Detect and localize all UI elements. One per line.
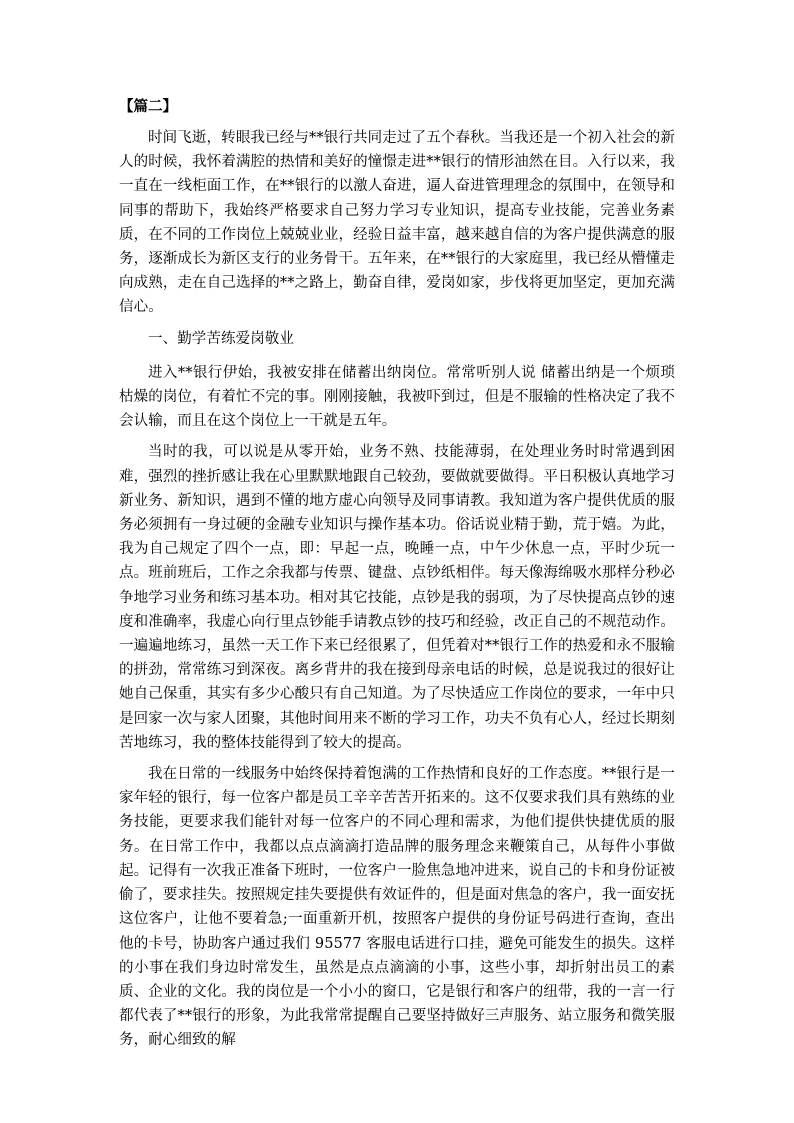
paragraph-training: 当时的我，可以说是从零开始，业务不熟、技能薄弱，在处理业务时时常遇到困难，强烈的挫折感让我在心里默默地跟自己较劲，要做就要做得。平日积极认真地学习新业务、新知识，遇到不懂的地方虚心向领导及同事请教。我知道为客户提供优质的服务必须拥有一身过硬的金融专业知识与操作基本功。俗话说业精于勤，荒于嬉。为此，我为自己规定了四个一点，即：早起一点，晚睡一点，中午少休息一点，平时少玩一点。班前班后，工作之余我都与传票、键盘、点钞纸相伴。每天像海绵吸水那样分秒必争地学习业务和练习基本功。相对其它技能，点钞是我的弱项，为了尽快提高点钞的速度和准确率，我虚心向行里点钞能手请教点钞的技巧和经验，改正自己的不规范动作。一遍遍地练习，虽然一天工作下来已经很累了，但凭着对**银行工作的热爱和永不服输的拼劲，常常练习到深夜。离乡背井的我在接到母亲电话的时候，总是说我过的很好让她自己保重，其实有多少心酸只有自己知道。为了尽快适应工作岗位的要求，一年中只是回家一次与家人团聚，其他时间用来不断的学习工作，功夫不负有心人，经过长期刻苦地练习，我的整体技能得到了较大的提高。 [119, 444, 675, 751]
paragraph-position: 进入**银行伊始，我被安排在储蓄出纳岗位。常常听别人说 储蓄出纳是一个烦琐枯燥的岗位，有着忙不完的事。刚刚接触，我被吓到过，但是不服输的性格决定了我不会认输，而且在这个岗位上一干就是五年。 [119, 364, 675, 430]
document-body [119, 96, 675, 1060]
section-subheading: 一、勤学苦练爱岗敬业 [148, 330, 294, 347]
paragraph-service: 我在日常的一线服务中始终保持着饱满的工作热情和良好的工作态度。**银行是一家年轻的银行，每一位客户都是员工辛辛苦苦开拓来的。这不仅要求我们具有熟练的业务技能，更要求我们能针对每一位客户的不同心理和需求，为他们提供快捷优质的服务。在日常工作中，我都以点点滴滴打造品牌的服务理念来鞭策自己，从每件小事做起。记得有一次我正准备下班时，一位客户一脸焦急地冲进来，说自己的卡和身份证被偷了，要求挂失。按照规定挂失要提供有效证件的，但是面对焦急的客户，我一面安抚这位客户，让他不要着急;一面重新开机，按照客户提供的身份证号码进行查询，查出他的卡号，协助客户通过我们 95577 客服电话进行口挂，避免可能发生的损失。这样的小事在我们身边时常发生，虽然是点点滴滴的小事，这些小事，却折射出员工的素质、企业的文化。我的岗位是一个小小的窗口，它是银行和客户的纽带，我的一言一行都代表了**银行的形象，为此我常常提醒自己要坚持做好三声服务、站立服务和微笑服务，耐心细致的解 [119, 766, 675, 1049]
document-heading: 【篇二】 [119, 98, 177, 115]
paragraph-intro: 时间飞逝，转眼我已经与**银行共同走过了五个春秋。当我还是一个初入社会的新人的时候，我怀着满腔的热情和美好的憧憬走进**银行的情形油然在目。入行以来，我一直在一线柜面工作，在**银行的以激人奋进，逼人奋进管理理念的氛围中，在领导和同事的帮助下，我始终严格要求自己努力学习专业知识，提高专业技能，完善业务素质，在不同的工作岗位上兢兢业业，经验日益丰富，越来越自信的为客户提供满意的服务，逐渐成长为新区支行的业务骨干。五年来，在**银行的大家庭里，我已经从懵懂走向成熟，走在自己选择的**之路上，勤奋自律，爱岗如家，步伐将更加坚定，更加充满信心。 [119, 130, 675, 316]
